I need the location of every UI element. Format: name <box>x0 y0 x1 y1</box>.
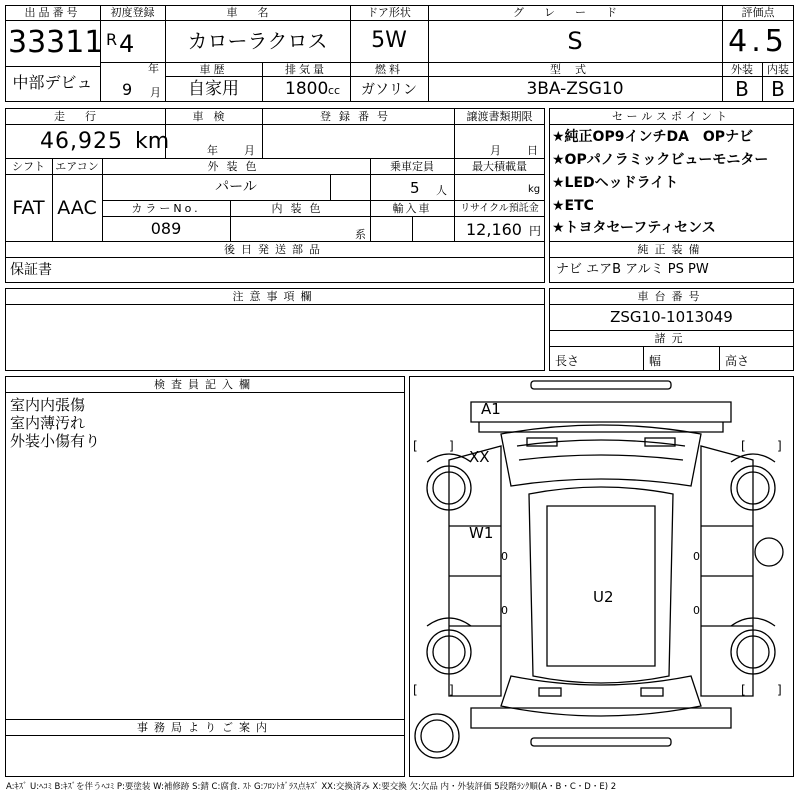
insp-month-unit: 月 <box>244 144 255 157</box>
int-color-label: 内装色 <box>271 202 329 215</box>
bracket-4: ] <box>777 439 782 453</box>
fuel-label: 燃料 <box>375 63 403 76</box>
car-name-label: 車名 <box>226 6 289 19</box>
mark-xx: XX <box>469 448 490 466</box>
zero-2: 0 <box>693 550 700 563</box>
displacement: 1800 <box>285 79 329 99</box>
grade: S <box>567 27 583 55</box>
recycle-label: リサイクル預託金 <box>460 203 539 214</box>
score-label: 評価点 <box>741 6 775 19</box>
model-label: 型式 <box>550 63 600 76</box>
door-label: ドア形状 <box>367 6 411 19</box>
inspection-label: 車検 <box>192 110 235 123</box>
month-unit: 月 <box>150 86 161 99</box>
lot-no: 33311 <box>8 25 104 60</box>
ext-color-label: 外装色 <box>207 160 265 173</box>
displacement-label: 排気量 <box>285 63 327 76</box>
transfer-month: 月 <box>490 144 501 157</box>
ac: AAC <box>57 197 97 219</box>
mark-u2: U2 <box>593 588 614 606</box>
color-no-label: カラーNo. <box>131 202 201 215</box>
bracket-3: [ <box>741 439 746 453</box>
mileage-label: 走行 <box>54 110 116 123</box>
era: R <box>106 30 118 49</box>
capacity-unit: 人 <box>436 184 447 197</box>
office-label: 事務局よりご案内 <box>137 721 273 734</box>
car-name: カローラクロス <box>187 29 328 53</box>
dims-label: 諸元 <box>654 332 689 345</box>
color-no: 089 <box>150 219 182 238</box>
ext-label: 外装 <box>731 63 753 76</box>
score: 4.5 <box>728 24 788 59</box>
selling-point-3: ★LEDヘッドライト <box>552 175 679 191</box>
transfer-day: 日 <box>527 144 538 157</box>
selling-point-2: ★OPパノラミックビューモニター <box>552 152 769 168</box>
width-label: 幅 <box>649 354 662 368</box>
transfer-label: 譲渡書類期限 <box>466 110 533 123</box>
import-label: 輸入車 <box>392 202 432 215</box>
bracket-1: [ <box>413 439 418 453</box>
load-label: 最大積載量 <box>472 160 527 173</box>
inspector-note-1: 室内内張傷 <box>10 396 86 414</box>
legend: A:ｷｽﾞ U:ﾍｺﾐ B:ｷｽﾞを伴うﾍｺﾐ P:要塗装 W:補修跡 S:錆 C:腐食. ｽﾄ G:ﾌﾛﾝﾄｶﾞﾗｽ点ｷｽﾞ XX:交換済み X:要交換 欠:欠品 内・外装評価 5段階ﾗﾝｸ順(A・B・C・D・E) 2 <box>6 782 617 792</box>
displacement-unit: cc <box>328 84 341 97</box>
grade-label: グレード <box>513 6 637 19</box>
int-color-unit: 系 <box>355 228 366 241</box>
mileage-unit: km <box>135 129 170 154</box>
load-unit: kg <box>528 184 541 195</box>
mark-a1: A1 <box>481 400 501 418</box>
insp-year-unit: 年 <box>207 144 218 157</box>
mark-w1: W1 <box>469 524 494 542</box>
capacity-label: 乗車定員 <box>390 160 434 173</box>
bracket-2: ] <box>449 439 454 453</box>
selling-label: セールスポイント <box>611 110 731 123</box>
history: 自家用 <box>188 79 239 99</box>
bracket-7: [ <box>741 683 746 697</box>
model: 3BA-ZSG10 <box>526 79 624 99</box>
bracket-5: [ <box>413 683 418 697</box>
recycle-unit: 円 <box>529 224 542 238</box>
fuel: ガソリン <box>361 82 417 98</box>
ext-color: パール <box>215 179 257 195</box>
bracket-8: ] <box>777 683 782 697</box>
chassis-label: 車台番号 <box>637 290 706 303</box>
inspector-label: 検査員記入欄 <box>154 378 256 391</box>
first-reg-year: 4 <box>119 30 135 58</box>
int-label: 内装 <box>767 63 789 76</box>
recycle: 12,160 <box>466 220 522 239</box>
first-reg-label: 初度登録 <box>110 6 155 19</box>
int-grade: B <box>771 77 785 101</box>
door: 5W <box>371 28 407 53</box>
later-parts: 保証書 <box>10 262 52 278</box>
later-label: 後日発送部品 <box>224 243 326 256</box>
selling-point-5: ★トヨタセーフティセンス <box>552 220 716 236</box>
capacity: 5 <box>410 179 420 197</box>
lot-no-label: 出品番号 <box>24 6 81 19</box>
mileage: 46,925 <box>40 129 123 154</box>
ac-label: エアコン <box>55 160 99 173</box>
zero-1: 0 <box>501 550 508 563</box>
year-unit: 年 <box>148 62 159 75</box>
debut-label: 中部デビュ <box>12 73 93 92</box>
equip: ナビ エアB アルミ PS PW <box>556 262 709 277</box>
ext-grade: B <box>735 77 749 101</box>
shift-label: シフト <box>12 160 45 173</box>
zero-4: 0 <box>693 604 700 617</box>
reg-no-label: 登録番号 <box>320 110 396 123</box>
first-reg-month: 9 <box>122 80 133 99</box>
selling-point-1: ★純正OP9インチDA OPナビ <box>552 129 754 145</box>
selling-point-4: ★ETC <box>552 198 594 214</box>
history-label: 車歴 <box>199 63 228 76</box>
caution-label: 注意事項欄 <box>232 290 318 303</box>
shift: FAT <box>12 197 45 219</box>
length-label: 長さ <box>555 354 580 368</box>
chassis-no: ZSG10-1013049 <box>610 308 733 326</box>
car-diagram <box>409 376 794 777</box>
bracket-6: ] <box>449 683 454 697</box>
zero-3: 0 <box>501 604 508 617</box>
equip-label: 純正装備 <box>637 243 706 256</box>
height-label: 高さ <box>725 354 750 368</box>
inspector-note-3: 外装小傷有り <box>10 432 101 450</box>
inspector-note-2: 室内薄汚れ <box>10 414 86 432</box>
